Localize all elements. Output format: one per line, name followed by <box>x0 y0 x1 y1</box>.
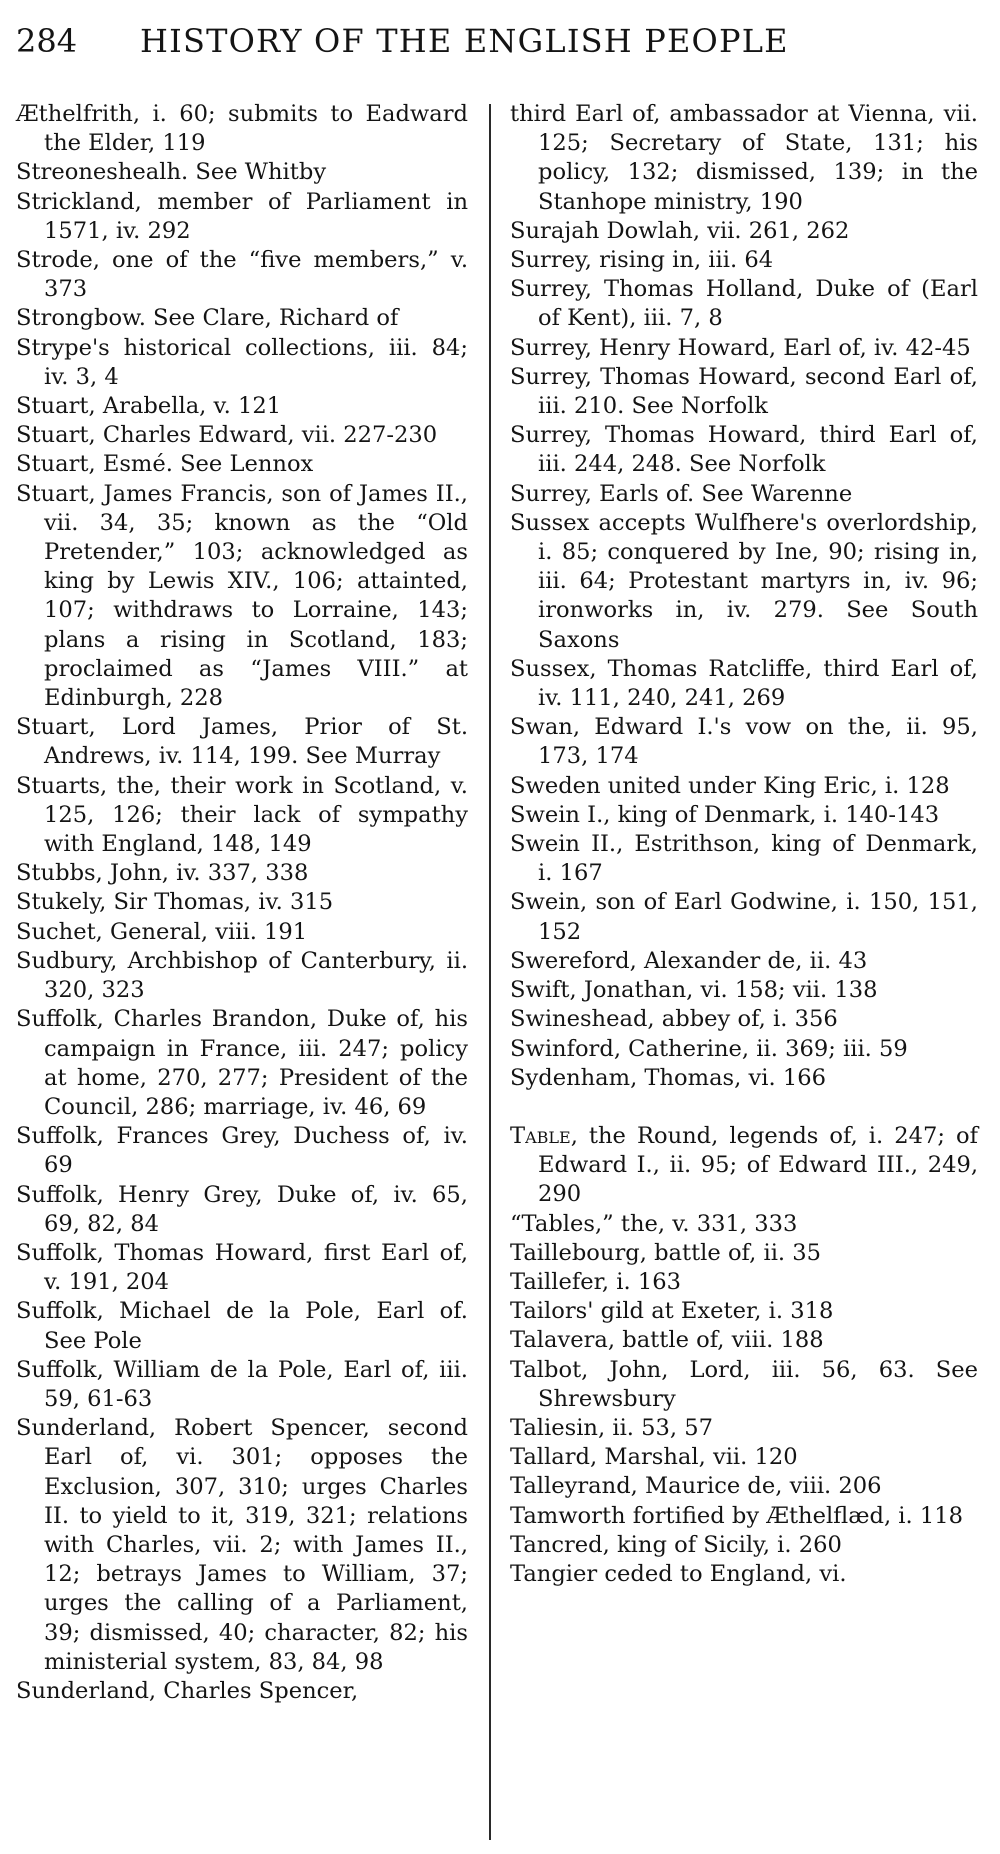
index-entry: Stubbs, John, iv. 337, 338 <box>16 860 309 887</box>
index-entry: Surrey, Thomas Holland, Duke of (Earl of Kent), iii. 7, 8 <box>510 276 978 332</box>
index-entry: Taillebourg, battle of, ii. 35 <box>510 1239 822 1266</box>
index-entry: Strongbow. See Clare, Richard of <box>16 305 399 332</box>
index-entry: Tamworth fortified by Æthelflæd, i. 118 <box>510 1502 964 1529</box>
index-entry: Tangier ceded to England, vi. <box>510 1560 847 1587</box>
index-entry: Sunderland, Charles Spencer, <box>16 1677 359 1704</box>
index-entry: Swereford, Alexander de, ii. 43 <box>510 947 868 974</box>
index-entry: Stuart, Lord James, Prior of St. Andrews, iv. 114, 199. See Murray <box>16 714 468 770</box>
index-entry: Swein I., king of Denmark, i. 140-143 <box>510 801 940 828</box>
page-header <box>16 22 986 68</box>
index-entry: Suffolk, Henry Grey, Duke of, iv. 65, 69, 82, 84 <box>16 1181 468 1237</box>
index-entry: Stuart, James Francis, son of James II., vii. 34, 35; known as the “Old Pretender,” 103; acknowledged as king by Lewis XIV., 106; attainted, 107; withdraws to Lorraine, 143; plans a rising in Scotland, 183; proclaimed as “James VIII.” at Edinburgh, 228 <box>16 480 468 712</box>
index-entry: Sudbury, Archbishop of Canterbury, ii. 320, 323 <box>16 947 468 1004</box>
index-entry: Table, the Round, legends of, i. 247; of Edward I., ii. 95; of Edward III., 249, 290 <box>510 1122 978 1208</box>
index-entry: Surrey, rising in, iii. 64 <box>510 247 774 274</box>
index-entry: Stukely, Sir Thomas, iv. 315 <box>16 889 334 916</box>
index-entry: Suffolk, William de la Pole, Earl of, iii. 59, 61-63 <box>16 1356 468 1412</box>
index-entry: Swift, Jonathan, vi. 158; vii. 138 <box>510 977 878 1004</box>
index-entry: Stuarts, the, their work in Scotland, v. 125, 126; their lack of sympathy with England, 148, 149 <box>16 772 468 858</box>
index-entry: Suchet, General, viii. 191 <box>16 918 308 945</box>
index-entry-continuation: third Earl of, ambassador at Vienna, vii. 125; Secretary of State, 131; his policy, 132; dismissed, 139; in the Stanhope ministry, 190 <box>510 101 978 215</box>
column-divider <box>489 104 491 1840</box>
index-entry: Sunderland, Robert Spencer, second Earl of, vi. 301; opposes the Exclusion, 307, 310; urges Charles II. to yield to it, 319, 321; relations with Charles, vii. 2; with James II., 12; betrays James to William, 37; urges the calling of a Parliament, 39; dismissed, 40; character, 82; his ministerial system, 83, 84, 98 <box>16 1415 468 1675</box>
index-entry: Suffolk, Thomas Howard, first Earl of, v. 191, 204 <box>16 1239 468 1296</box>
index-entry: Suffolk, Michael de la Pole, Earl of. See Pole <box>16 1298 468 1354</box>
index-entry: Strickland, member of Parliament in 1571, iv. 292 <box>16 188 468 244</box>
index-entry-continuation: Æthelfrith, i. 60; submits to Eadward the Elder, 119 <box>16 101 468 157</box>
index-entry: Talbot, John, Lord, iii. 56, 63. See Shrewsbury <box>510 1356 978 1412</box>
index-entry: Strode, one of the “five members,” v. 373 <box>16 247 468 303</box>
index-entry: Streoneshealh. See Whitby <box>16 159 327 186</box>
index-entry: Suffolk, Charles Brandon, Duke of, his campaign in France, iii. 247; policy at home, 270, 277; President of the Council, 286; marriage, iv. 46, 69 <box>16 1006 468 1120</box>
index-entry: Swein, son of Earl Godwine, i. 150, 151, 152 <box>510 889 978 945</box>
index-entry: Surrey, Earls of. See Warenne <box>510 480 853 507</box>
index-entry: Talavera, battle of, viii. 188 <box>510 1327 824 1354</box>
index-entry: Surrey, Thomas Howard, third Earl of, iii. 244, 248. See Norfolk <box>510 422 978 478</box>
index-entry: Surajah Dowlah, vii. 261, 262 <box>510 217 850 244</box>
index-entry: Taliesin, ii. 53, 57 <box>510 1414 714 1441</box>
index-entry: Strype's historical collections, iii. 84; iv. 3, 4 <box>16 334 468 390</box>
index-entry: Swineshead, abbey of, i. 356 <box>510 1006 838 1033</box>
index-entry: Suffolk, Frances Grey, Duchess of, iv. 69 <box>16 1123 468 1179</box>
running-title: HISTORY OF THE ENGLISH PEOPLE <box>140 22 789 60</box>
index-entry: Stuart, Charles Edward, vii. 227-230 <box>16 422 438 449</box>
index-entry: Surrey, Henry Howard, Earl of, iv. 42-45 <box>510 334 971 361</box>
index-column-right <box>510 100 978 1589</box>
index-entry: Swan, Edward I.'s vow on the, ii. 95, 173, 174 <box>510 714 978 770</box>
index-entry: Talleyrand, Maurice de, viii. 206 <box>510 1473 882 1500</box>
index-entry: Sussex, Thomas Ratcliffe, third Earl of, iv. 111, 240, 241, 269 <box>510 655 978 712</box>
index-entry: Sweden united under King Eric, i. 128 <box>510 772 950 799</box>
index-entry: Swinford, Catherine, ii. 369; iii. 59 <box>510 1035 908 1062</box>
index-entry: “Tables,” the, v. 331, 333 <box>510 1210 798 1237</box>
index-entry: Sydenham, Thomas, vi. 166 <box>510 1064 826 1091</box>
index-entry: Taillefer, i. 163 <box>510 1268 681 1295</box>
index-entry: Tallard, Marshal, vii. 120 <box>510 1444 798 1471</box>
page-number: 284 <box>16 22 78 60</box>
index-entry: Tancred, king of Sicily, i. 260 <box>510 1531 842 1558</box>
index-entry: Swein II., Estrithson, king of Denmark, i. 167 <box>510 831 978 887</box>
index-entry: Sussex accepts Wulfhere's overlordship, i. 85; conquered by Ine, 90; rising in, iii. 64; Protestant martyrs in, iv. 96; ironworks in, iv. 279. See South Saxons <box>510 509 978 653</box>
index-column-left <box>16 100 468 1706</box>
index-entry: Surrey, Thomas Howard, second Earl of, iii. 210. See Norfolk <box>510 363 978 420</box>
index-entry: Tailors' gild at Exeter, i. 318 <box>510 1298 834 1325</box>
index-entry: Stuart, Arabella, v. 121 <box>16 393 282 420</box>
index-entry: Stuart, Esmé. See Lennox <box>16 451 314 478</box>
